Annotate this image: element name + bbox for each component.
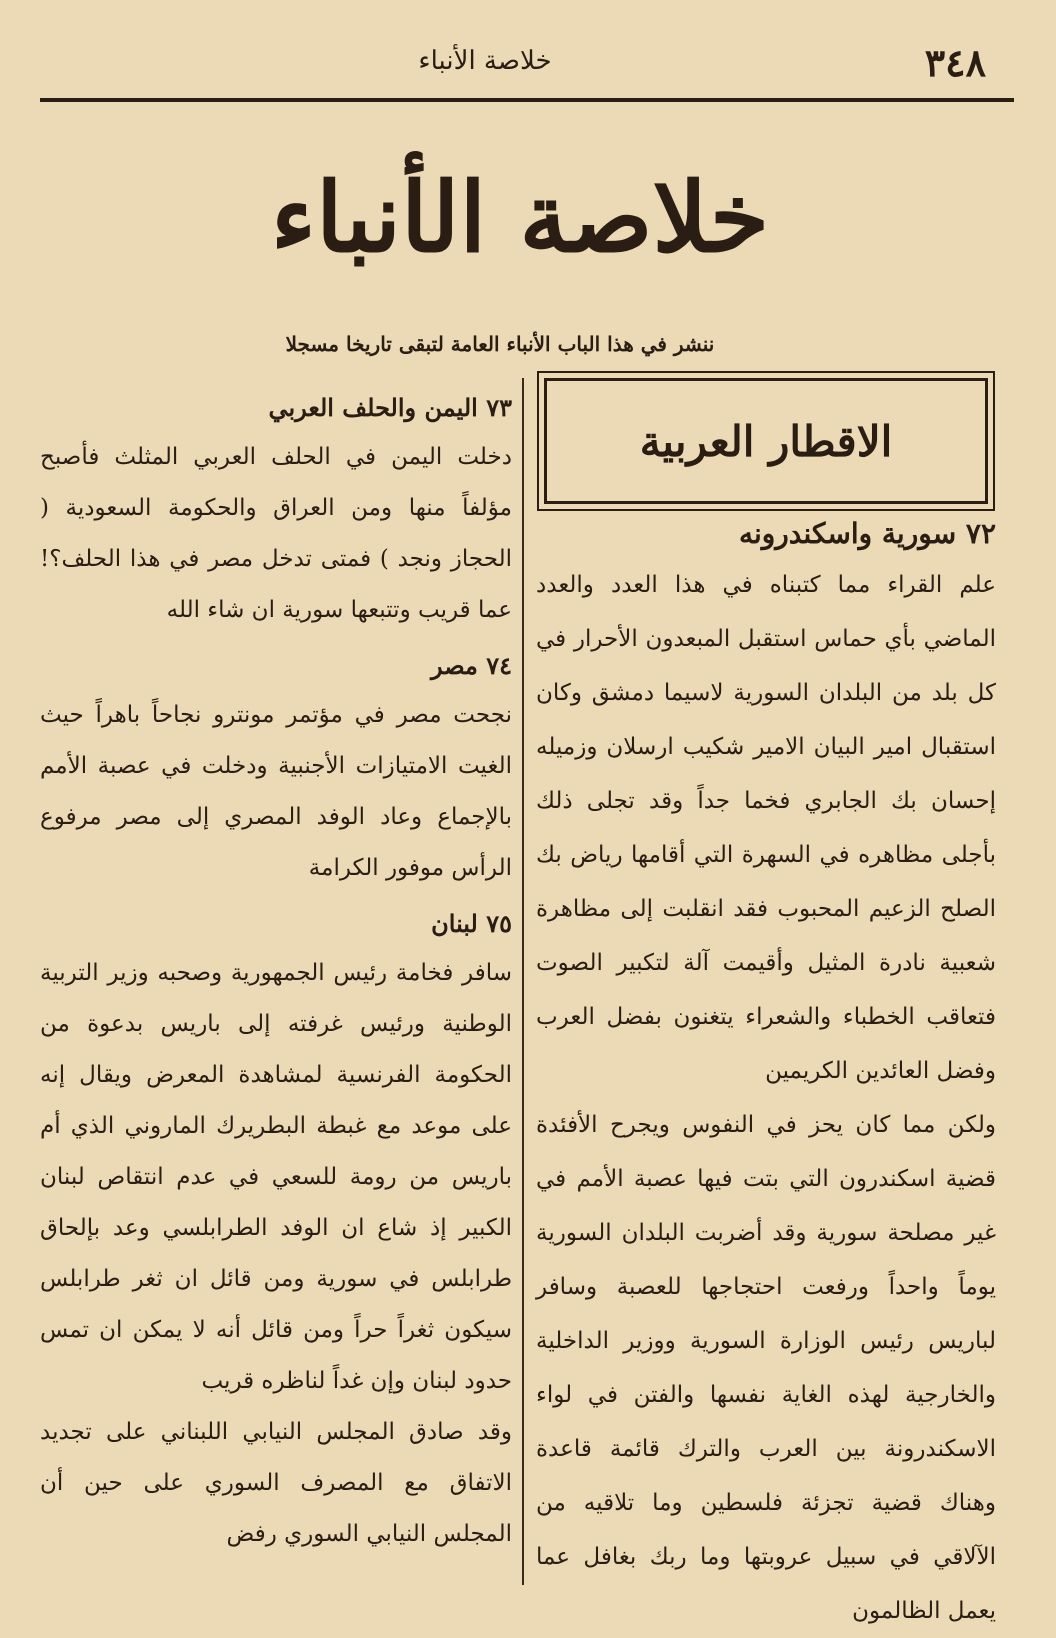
header-rule: [40, 98, 1014, 102]
item-72-paragraph-1: علم القراء مما كتبناه في هذا العدد والعدد الماضي بأي حماس استقبل المبعدون الأحرار في كل بلد من البلدان السورية لاسيما دمشق وكان استقبال امير البيان الامير شكيب ارسلان وزميله إحسان بك الجابري فخما جداً وقد تجلى ذلك بأجلى مظاهره في السهرة التي أقامها رياض بك الصلح الزعيم المحبوب فقد انقلبت إلى مظاهرة شعبية نادرة المثيل وأقيمت آلة لتكبير الصوت فتعاقب الخطباء والشعراء يتغنون بفضل العرب وفضل العائدين الكريمين: [536, 572, 996, 1084]
running-head: [40, 40, 986, 90]
masthead-subtitle: ننشر في هذا الباب الأنباء العامة لتبقى تاريخا مسجلا: [285, 332, 715, 356]
item-heading-73: ٧٣ اليمن والحلف العربي: [268, 393, 512, 422]
page-number: ٣٤٨: [924, 40, 986, 85]
item-heading-75: ٧٥ لبنان: [431, 909, 512, 938]
masthead-title: خلاصة الأنباء: [270, 161, 770, 274]
right-column: [536, 378, 996, 1638]
left-column: [40, 378, 512, 1560]
column-divider: [522, 378, 524, 1585]
item-75-paragraph-2: وقد صادق المجلس النيابي اللبناني على تجديد الاتفاق مع المصرف السوري على حين أن المجلس النيابي السوري رفض: [40, 1419, 512, 1547]
item-heading-72: ٧٢ سورية واسكندرونه: [738, 517, 996, 550]
item-73-text: دخلت اليمن في الحلف العربي المثلث فأصبح مؤلفاً منها ومن العراق والحكومة السعودية ( الحجاز ونجد ) فمتى تدخل مصر في هذا الحلف؟! عما قريب وتتبعها سورية ان شاء الله: [40, 444, 512, 623]
masthead: [180, 128, 860, 318]
item-75-paragraph-1: سافر فخامة رئيس الجمهورية وصحبه وزير التربية الوطنية ورئيس غرفته إلى باريس بدعوة من الحكومة الفرنسية لمشاهدة المعرض ويقال إنه على موعد مع غبطة البطريرك الماروني الذي أم باريس من رومة للسعي في عدم انتقاص لبنان الكبير إذ شاع ان الوفد الطرابلسي وعد بإلحاق طرابلس في سورية ومن قائل ان ثغر طرابلس سيكون ثغراً حراً ومن قائل أنه لا يمكن ان تمس حدود لبنان وإن غداً لناظره قريب: [40, 960, 512, 1394]
item-72-paragraph-2: ولكن مما كان يحز في النفوس ويجرح الأفئدة قضية اسكندرون التي بتت فيها عصبة الأمم في غير مصلحة سورية وقد أضربت البلدان السورية يوماً واحداً ورفعت احتجاجها للعصبة وسافر لباريس رئيس الوزارة السورية ووزير الداخلية والخارجية لهذه الغاية نفسها والفتن في لواء الاسكندرونة بين العرب والترك قائمة قاعدة وهناك قضية تجزئة فلسطين وما تلاقيه من الآلاقي في سبيل عروبتها وما ربك بغافل عما يعمل الظالمون: [536, 1112, 996, 1624]
section-title: الاقطار العربية: [639, 416, 893, 466]
item-74-text: نجحت مصر في مؤتمر مونترو نجاحاً باهراً حيث الغيت الامتيازات الأجنبية ودخلت في عصبة الأمم بالإجماع وعاد الوفد المصري إلى مصر مرفوع الرأس موفور الكرامة: [40, 702, 512, 881]
running-title: خلاصة الأنباء: [418, 46, 552, 76]
section-title-box: [544, 378, 988, 504]
item-heading-74: ٧٤ مصر: [430, 651, 512, 680]
